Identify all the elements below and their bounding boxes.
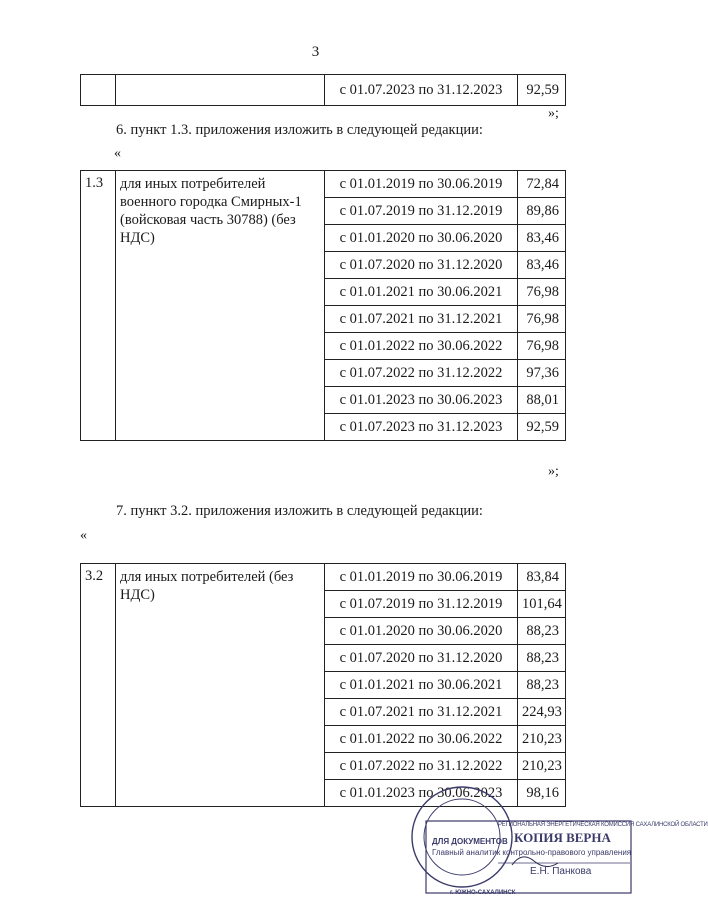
value-cell: 83,46	[518, 252, 566, 279]
value-cell: 92,59	[518, 414, 566, 441]
table-row	[81, 564, 566, 591]
closing-quote: »;	[548, 464, 559, 479]
value-cell: 97,36	[518, 360, 566, 387]
value-cell: 88,01	[518, 387, 566, 414]
item-number-cell: 1.3	[81, 171, 116, 441]
certification-stamp	[402, 785, 708, 905]
value-cell: 83,84	[518, 564, 566, 591]
stamp-docs-label: ДЛЯ ДОКУМЕНТОВ	[432, 837, 508, 846]
period-cell: с 01.07.2022 по 31.12.2022	[325, 360, 518, 387]
period-cell: с 01.01.2021 по 30.06.2021	[325, 672, 518, 699]
value-cell: 88,23	[518, 645, 566, 672]
value-cell: 210,23	[518, 753, 566, 780]
period-cell: с 01.07.2019 по 31.12.2019	[325, 591, 518, 618]
period-cell: с 01.07.2022 по 31.12.2022	[325, 753, 518, 780]
value-cell: 83,46	[518, 225, 566, 252]
stamp-signer-name: Е.Н. Панкова	[530, 866, 592, 877]
period-cell: с 01.07.2019 по 31.12.2019	[325, 198, 518, 225]
stamp-role: Главный аналитик контрольно-правового управления	[432, 848, 632, 857]
value-cell: 92,59	[518, 75, 566, 106]
value-cell: 76,98	[518, 333, 566, 360]
period-cell: с 01.01.2022 по 30.06.2022	[325, 726, 518, 753]
item-number-cell: 3.2	[81, 564, 116, 807]
period-cell: с 01.01.2020 по 30.06.2020	[325, 618, 518, 645]
item-number-cell	[81, 75, 116, 106]
value-cell: 101,64	[518, 591, 566, 618]
period-cell: с 01.07.2020 по 31.12.2020	[325, 252, 518, 279]
tariff-table-1-3	[80, 170, 566, 441]
opening-quote: «	[114, 146, 121, 161]
period-cell: с 01.07.2020 по 31.12.2020	[325, 645, 518, 672]
stamp-city: г. ЮЖНО-САХАЛИНСК	[450, 890, 516, 896]
value-cell: 98,16	[518, 780, 566, 807]
value-cell: 76,98	[518, 279, 566, 306]
top-table	[80, 74, 566, 106]
stamp-header: РЕГИОНАЛЬНАЯ ЭНЕРГЕТИЧЕСКАЯ КОМИССИЯ САХАЛИНСКОЙ ОБЛАСТИ	[498, 822, 708, 828]
value-cell: 224,93	[518, 699, 566, 726]
value-cell: 210,23	[518, 726, 566, 753]
period-cell: с 01.07.2023 по 31.12.2023	[325, 75, 518, 106]
closing-quote: »;	[548, 106, 559, 121]
section-6-heading: 6. пункт 1.3. приложения изложить в следующей редакции:	[116, 122, 483, 138]
period-cell: с 01.01.2023 по 30.06.2023	[325, 780, 518, 807]
description-cell	[116, 75, 325, 106]
page-number: 3	[311, 44, 320, 60]
description-cell: для иных потребителей военного городка Смирных-1 (войсковая часть 30788) (без НДС)	[116, 171, 325, 441]
value-cell: 88,23	[518, 618, 566, 645]
value-cell: 88,23	[518, 672, 566, 699]
tariff-table-3-2	[80, 563, 566, 807]
period-cell: с 01.01.2021 по 30.06.2021	[325, 279, 518, 306]
stamp-title: КОПИЯ ВЕРНА	[514, 830, 611, 845]
period-cell: с 01.01.2023 по 30.06.2023	[325, 387, 518, 414]
period-cell: с 01.07.2023 по 31.12.2023	[325, 414, 518, 441]
opening-quote: «	[80, 528, 87, 543]
period-cell: с 01.01.2019 по 30.06.2019	[325, 564, 518, 591]
description-cell: для иных потребителей (без НДС)	[116, 564, 325, 807]
period-cell: с 01.01.2020 по 30.06.2020	[325, 225, 518, 252]
period-cell: с 01.07.2021 по 31.12.2021	[325, 699, 518, 726]
table-row	[81, 75, 566, 106]
period-cell: с 01.01.2019 по 30.06.2019	[325, 171, 518, 198]
value-cell: 72,84	[518, 171, 566, 198]
table-row	[81, 171, 566, 198]
value-cell: 76,98	[518, 306, 566, 333]
value-cell: 89,86	[518, 198, 566, 225]
section-7-heading: 7. пункт 3.2. приложения изложить в следующей редакции:	[116, 503, 483, 519]
period-cell: с 01.07.2021 по 31.12.2021	[325, 306, 518, 333]
period-cell: с 01.01.2022 по 30.06.2022	[325, 333, 518, 360]
